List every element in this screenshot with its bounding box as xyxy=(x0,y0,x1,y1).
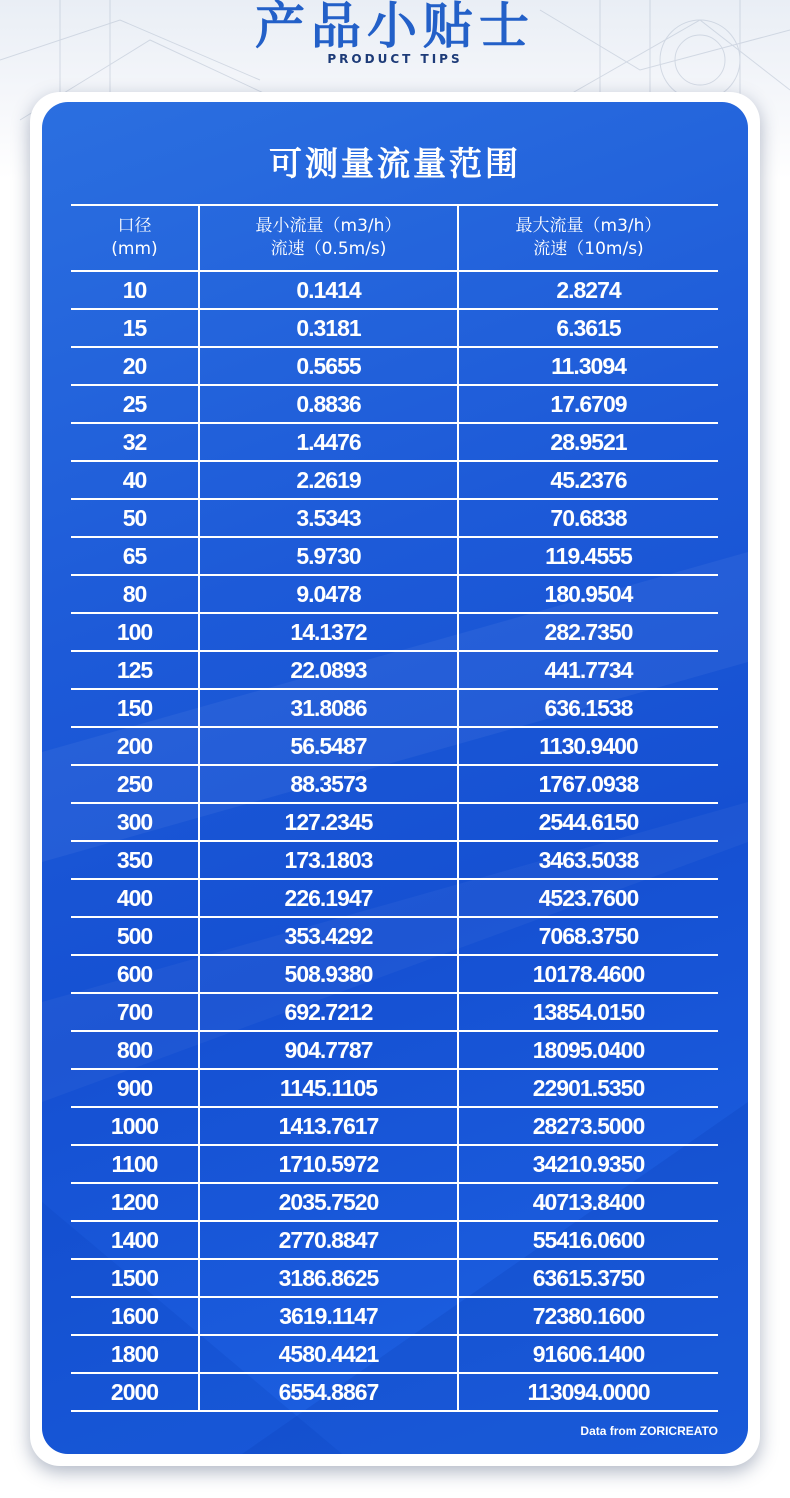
table-row xyxy=(71,537,718,575)
page-title: 产品小贴士 xyxy=(255,0,535,55)
table-body xyxy=(71,271,718,1411)
cell-max-flow: 63615.3750 xyxy=(458,1259,718,1297)
cell-min-flow: 127.2345 xyxy=(199,803,458,841)
cell-min-flow: 5.9730 xyxy=(199,537,458,575)
cell-max-flow: 17.6709 xyxy=(458,385,718,423)
cell-max-flow: 1130.9400 xyxy=(458,727,718,765)
cell-diameter: 1800 xyxy=(71,1335,199,1373)
table-row xyxy=(71,423,718,461)
table-row xyxy=(71,993,718,1031)
cell-min-flow: 173.1803 xyxy=(199,841,458,879)
cell-max-flow: 18095.0400 xyxy=(458,1031,718,1069)
table-row xyxy=(71,689,718,727)
cell-min-flow: 6554.8867 xyxy=(199,1373,458,1411)
table-row xyxy=(71,917,718,955)
cell-diameter: 1000 xyxy=(71,1107,199,1145)
cell-max-flow: 282.7350 xyxy=(458,613,718,651)
cell-max-flow: 70.6838 xyxy=(458,499,718,537)
cell-diameter: 15 xyxy=(71,309,199,347)
cell-max-flow: 55416.0600 xyxy=(458,1221,718,1259)
cell-min-flow: 3186.8625 xyxy=(199,1259,458,1297)
cell-diameter: 350 xyxy=(71,841,199,879)
cell-diameter: 32 xyxy=(71,423,199,461)
cell-max-flow: 3463.5038 xyxy=(458,841,718,879)
table-row xyxy=(71,955,718,993)
cell-diameter: 500 xyxy=(71,917,199,955)
cell-min-flow: 14.1372 xyxy=(199,613,458,651)
data-source-note: Data from ZORICREATO xyxy=(580,1424,718,1438)
cell-max-flow: 72380.1600 xyxy=(458,1297,718,1335)
table-row xyxy=(71,613,718,651)
header-max-flow-label: 最大流量（m3/h） xyxy=(515,216,662,236)
table-row xyxy=(71,499,718,537)
cell-diameter: 400 xyxy=(71,879,199,917)
cell-min-flow: 226.1947 xyxy=(199,879,458,917)
cell-min-flow: 3.5343 xyxy=(199,499,458,537)
cell-diameter: 900 xyxy=(71,1069,199,1107)
cell-max-flow: 40713.8400 xyxy=(458,1183,718,1221)
cell-diameter: 25 xyxy=(71,385,199,423)
cell-max-flow: 119.4555 xyxy=(458,537,718,575)
table-row xyxy=(71,651,718,689)
cell-diameter: 80 xyxy=(71,575,199,613)
cell-diameter: 20 xyxy=(71,347,199,385)
cell-min-flow: 2.2619 xyxy=(199,461,458,499)
header-diameter-unit: (mm) xyxy=(111,239,158,259)
cell-min-flow: 88.3573 xyxy=(199,765,458,803)
cell-min-flow: 1710.5972 xyxy=(199,1145,458,1183)
table-row xyxy=(71,271,718,309)
cell-diameter: 1600 xyxy=(71,1297,199,1335)
card-title: 可测量流量范围 xyxy=(269,144,521,183)
header-min-flow xyxy=(199,205,458,271)
header-diameter xyxy=(71,205,199,271)
table-row xyxy=(71,1183,718,1221)
cell-max-flow: 636.1538 xyxy=(458,689,718,727)
table-row xyxy=(71,1335,718,1373)
table-row xyxy=(71,1221,718,1259)
cell-max-flow: 11.3094 xyxy=(458,347,718,385)
table-row xyxy=(71,385,718,423)
cell-diameter: 1100 xyxy=(71,1145,199,1183)
cell-max-flow: 10178.4600 xyxy=(458,955,718,993)
table-header-row xyxy=(71,205,718,271)
cell-max-flow: 113094.0000 xyxy=(458,1373,718,1411)
cell-diameter: 2000 xyxy=(71,1373,199,1411)
cell-max-flow: 28.9521 xyxy=(458,423,718,461)
cell-max-flow: 2544.6150 xyxy=(458,803,718,841)
cell-diameter: 1500 xyxy=(71,1259,199,1297)
cell-min-flow: 1145.1105 xyxy=(199,1069,458,1107)
page-header xyxy=(0,0,790,100)
cell-diameter: 600 xyxy=(71,955,199,993)
table-row xyxy=(71,1145,718,1183)
cell-min-flow: 508.9380 xyxy=(199,955,458,993)
table-row xyxy=(71,1259,718,1297)
table-row xyxy=(71,765,718,803)
cell-min-flow: 4580.4421 xyxy=(199,1335,458,1373)
cell-min-flow: 31.8086 xyxy=(199,689,458,727)
cell-diameter: 40 xyxy=(71,461,199,499)
cell-max-flow: 22901.5350 xyxy=(458,1069,718,1107)
header-diameter-label: 口径 xyxy=(117,216,152,236)
cell-max-flow: 6.3615 xyxy=(458,309,718,347)
cell-min-flow: 3619.1147 xyxy=(199,1297,458,1335)
cell-max-flow: 441.7734 xyxy=(458,651,718,689)
cell-diameter: 700 xyxy=(71,993,199,1031)
cell-min-flow: 2035.7520 xyxy=(199,1183,458,1221)
cell-min-flow: 0.3181 xyxy=(199,309,458,347)
cell-min-flow: 9.0478 xyxy=(199,575,458,613)
cell-min-flow: 904.7787 xyxy=(199,1031,458,1069)
cell-min-flow: 0.8836 xyxy=(199,385,458,423)
table-row xyxy=(71,1373,718,1411)
header-min-flow-speed: 流速（0.5m/s) xyxy=(270,239,387,259)
cell-diameter: 200 xyxy=(71,727,199,765)
flow-range-table xyxy=(71,204,718,1412)
cell-max-flow: 34210.9350 xyxy=(458,1145,718,1183)
header-max-flow xyxy=(458,205,718,271)
cell-diameter: 125 xyxy=(71,651,199,689)
cell-min-flow: 1.4476 xyxy=(199,423,458,461)
table-row xyxy=(71,575,718,613)
cell-max-flow: 28273.5000 xyxy=(458,1107,718,1145)
cell-max-flow: 180.9504 xyxy=(458,575,718,613)
cell-diameter: 250 xyxy=(71,765,199,803)
cell-min-flow: 2770.8847 xyxy=(199,1221,458,1259)
flow-range-card xyxy=(42,102,748,1454)
table-row xyxy=(71,1031,718,1069)
cell-min-flow: 0.1414 xyxy=(199,271,458,309)
cell-max-flow: 2.8274 xyxy=(458,271,718,309)
cell-diameter: 800 xyxy=(71,1031,199,1069)
cell-diameter: 1200 xyxy=(71,1183,199,1221)
cell-min-flow: 22.0893 xyxy=(199,651,458,689)
cell-min-flow: 353.4292 xyxy=(199,917,458,955)
cell-diameter: 100 xyxy=(71,613,199,651)
table-row xyxy=(71,727,718,765)
table-row xyxy=(71,879,718,917)
cell-max-flow: 13854.0150 xyxy=(458,993,718,1031)
cell-min-flow: 0.5655 xyxy=(199,347,458,385)
cell-diameter: 150 xyxy=(71,689,199,727)
table-row xyxy=(71,347,718,385)
cell-min-flow: 1413.7617 xyxy=(199,1107,458,1145)
cell-max-flow: 91606.1400 xyxy=(458,1335,718,1373)
cell-diameter: 10 xyxy=(71,271,199,309)
cell-max-flow: 1767.0938 xyxy=(458,765,718,803)
table-row xyxy=(71,1069,718,1107)
header-min-flow-label: 最小流量（m3/h） xyxy=(255,216,402,236)
cell-diameter: 300 xyxy=(71,803,199,841)
cell-min-flow: 692.7212 xyxy=(199,993,458,1031)
page-subtitle: PRODUCT TIPS xyxy=(327,52,463,66)
table-row xyxy=(71,309,718,347)
cell-diameter: 65 xyxy=(71,537,199,575)
header-max-flow-speed: 流速（10m/s) xyxy=(533,239,644,259)
cell-max-flow: 7068.3750 xyxy=(458,917,718,955)
cell-max-flow: 4523.7600 xyxy=(458,879,718,917)
table-row xyxy=(71,1297,718,1335)
cell-min-flow: 56.5487 xyxy=(199,727,458,765)
cell-diameter: 1400 xyxy=(71,1221,199,1259)
table-row xyxy=(71,1107,718,1145)
cell-diameter: 50 xyxy=(71,499,199,537)
table-row xyxy=(71,803,718,841)
table-row xyxy=(71,461,718,499)
cell-max-flow: 45.2376 xyxy=(458,461,718,499)
table-row xyxy=(71,841,718,879)
